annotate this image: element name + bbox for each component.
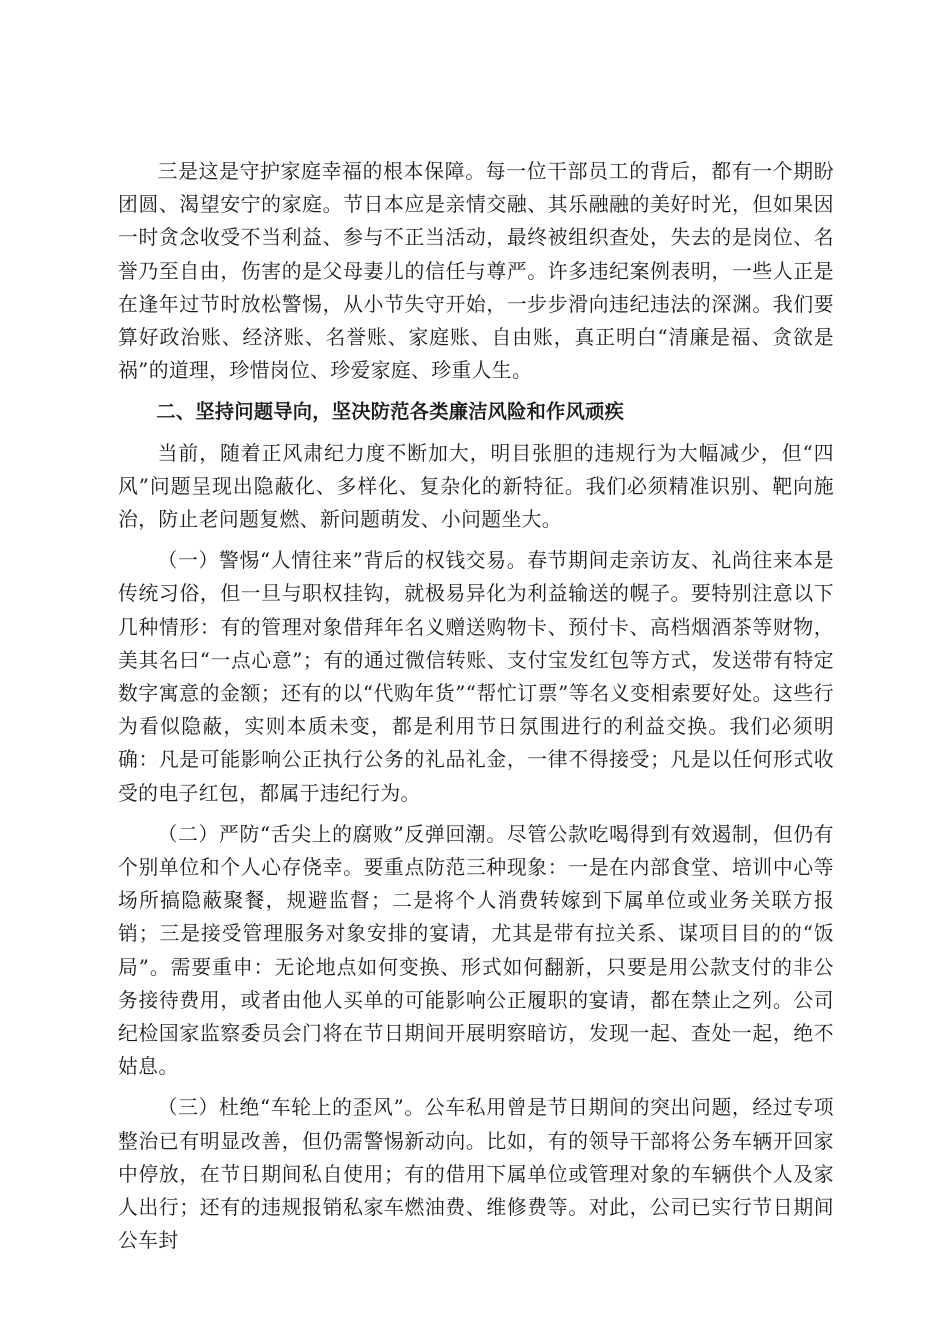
paragraph-item-2-banquets: （二）严防“舌尖上的腐败”反弹回潮。尽管公款吃喝得到有效遏制，但仍有个别单位和个人心存侥幸。要重点防范三种现象：一是在内部食堂、培训中心等场所搞隐蔽聚餐，规避监督；二是将个人消费转嫁到下属单位或业务关联方报销；三是接受管理服务对象安排的宴请，尤其是带有拉关系、谋项目目的的“饭局”。需要重申：无论地点如何变换、形式如何翻新，只要是用公款支付的非公务接待费用，或者由他人买单的可能影响公正履职的宴请，都在禁止之列。公司纪检国家监察委员会门将在节日期间开展明察暗访，发现一起、查处一起，绝不姑息。 [118,822,834,1079]
paragraph-item-3-vehicles: （三）杜绝“车轮上的歪风”。公车私用曾是节日期间的突出问题，经过专项整治已有明显改善，但仍需警惕新动向。比如，有的领导干部将公务车辆开回家中停放，在节日期间私自使用；有的借用下属单位或管理对象的车辆供个人及家人出行；还有的违规报销私家车燃油费、维修费等。对此，公司已实行节日期间公车封 [118,1096,834,1253]
paragraph-item-1-gifts: （一）警惕“人情往来”背后的权钱交易。春节期间走亲访友、礼尚往来本是传统习俗，但一旦与职权挂钩，就极易异化为利益输送的幌子。要特别注意以下几种情形：有的管理对象借拜年名义赠送购物卡、预付卡、高档烟酒茶等财物，美其名曰“一点心意”；有的通过微信转账、支付宝发红包等方式，发送带有特定数字寓意的金额；还有的以“代购年货”“帮忙订票”等名义变相索要好处。这些行为看似隐蔽，实则本质未变，都是利用节日氛围进行的利益交换。我们必须明确：凡是可能影响公正执行公务的礼品礼金，一律不得接受；凡是以任何形式收受的电子红包，都属于违纪行为。 [118,549,834,805]
paragraph-current-situation: 当前，随着正风肃纪力度不断加大，明目张胆的违规行为大幅减少，但“四风”问题呈现出隐蔽化、多样化、复杂化的新特征。我们必须精准识别、靶向施治，防止老问题复燃、新问题萌发、小问题坐大。 [118,441,834,532]
document-page [118,155,834,1266]
section-heading-2: 二、坚持问题导向，坚决防范各类廉洁风险和作风顽疾 [156,400,625,424]
paragraph-family-happiness: 三是这是守护家庭幸福的根本保障。每一位干部员工的背后，都有一个期盼团圆、渴望安宁的家庭。节日本应是亲情交融、其乐融融的美好时光，但如果因一时贪念收受不当利益、参与不正当活动，最终被组织查处，失去的是岗位、名誉乃至自由，伤害的是父母妻儿的信任与尊严。许多违纪案例表明，一些人正是在逢年过节时放松警惕，从小节失守开始，一步步滑向违纪违法的深渊。我们要算好政治账、经济账、名誉账、家庭账、自由账，真正明白“清廉是福、贪欲是祸”的道理，珍惜岗位、珍爱家庭、珍重人生。 [118,160,834,383]
